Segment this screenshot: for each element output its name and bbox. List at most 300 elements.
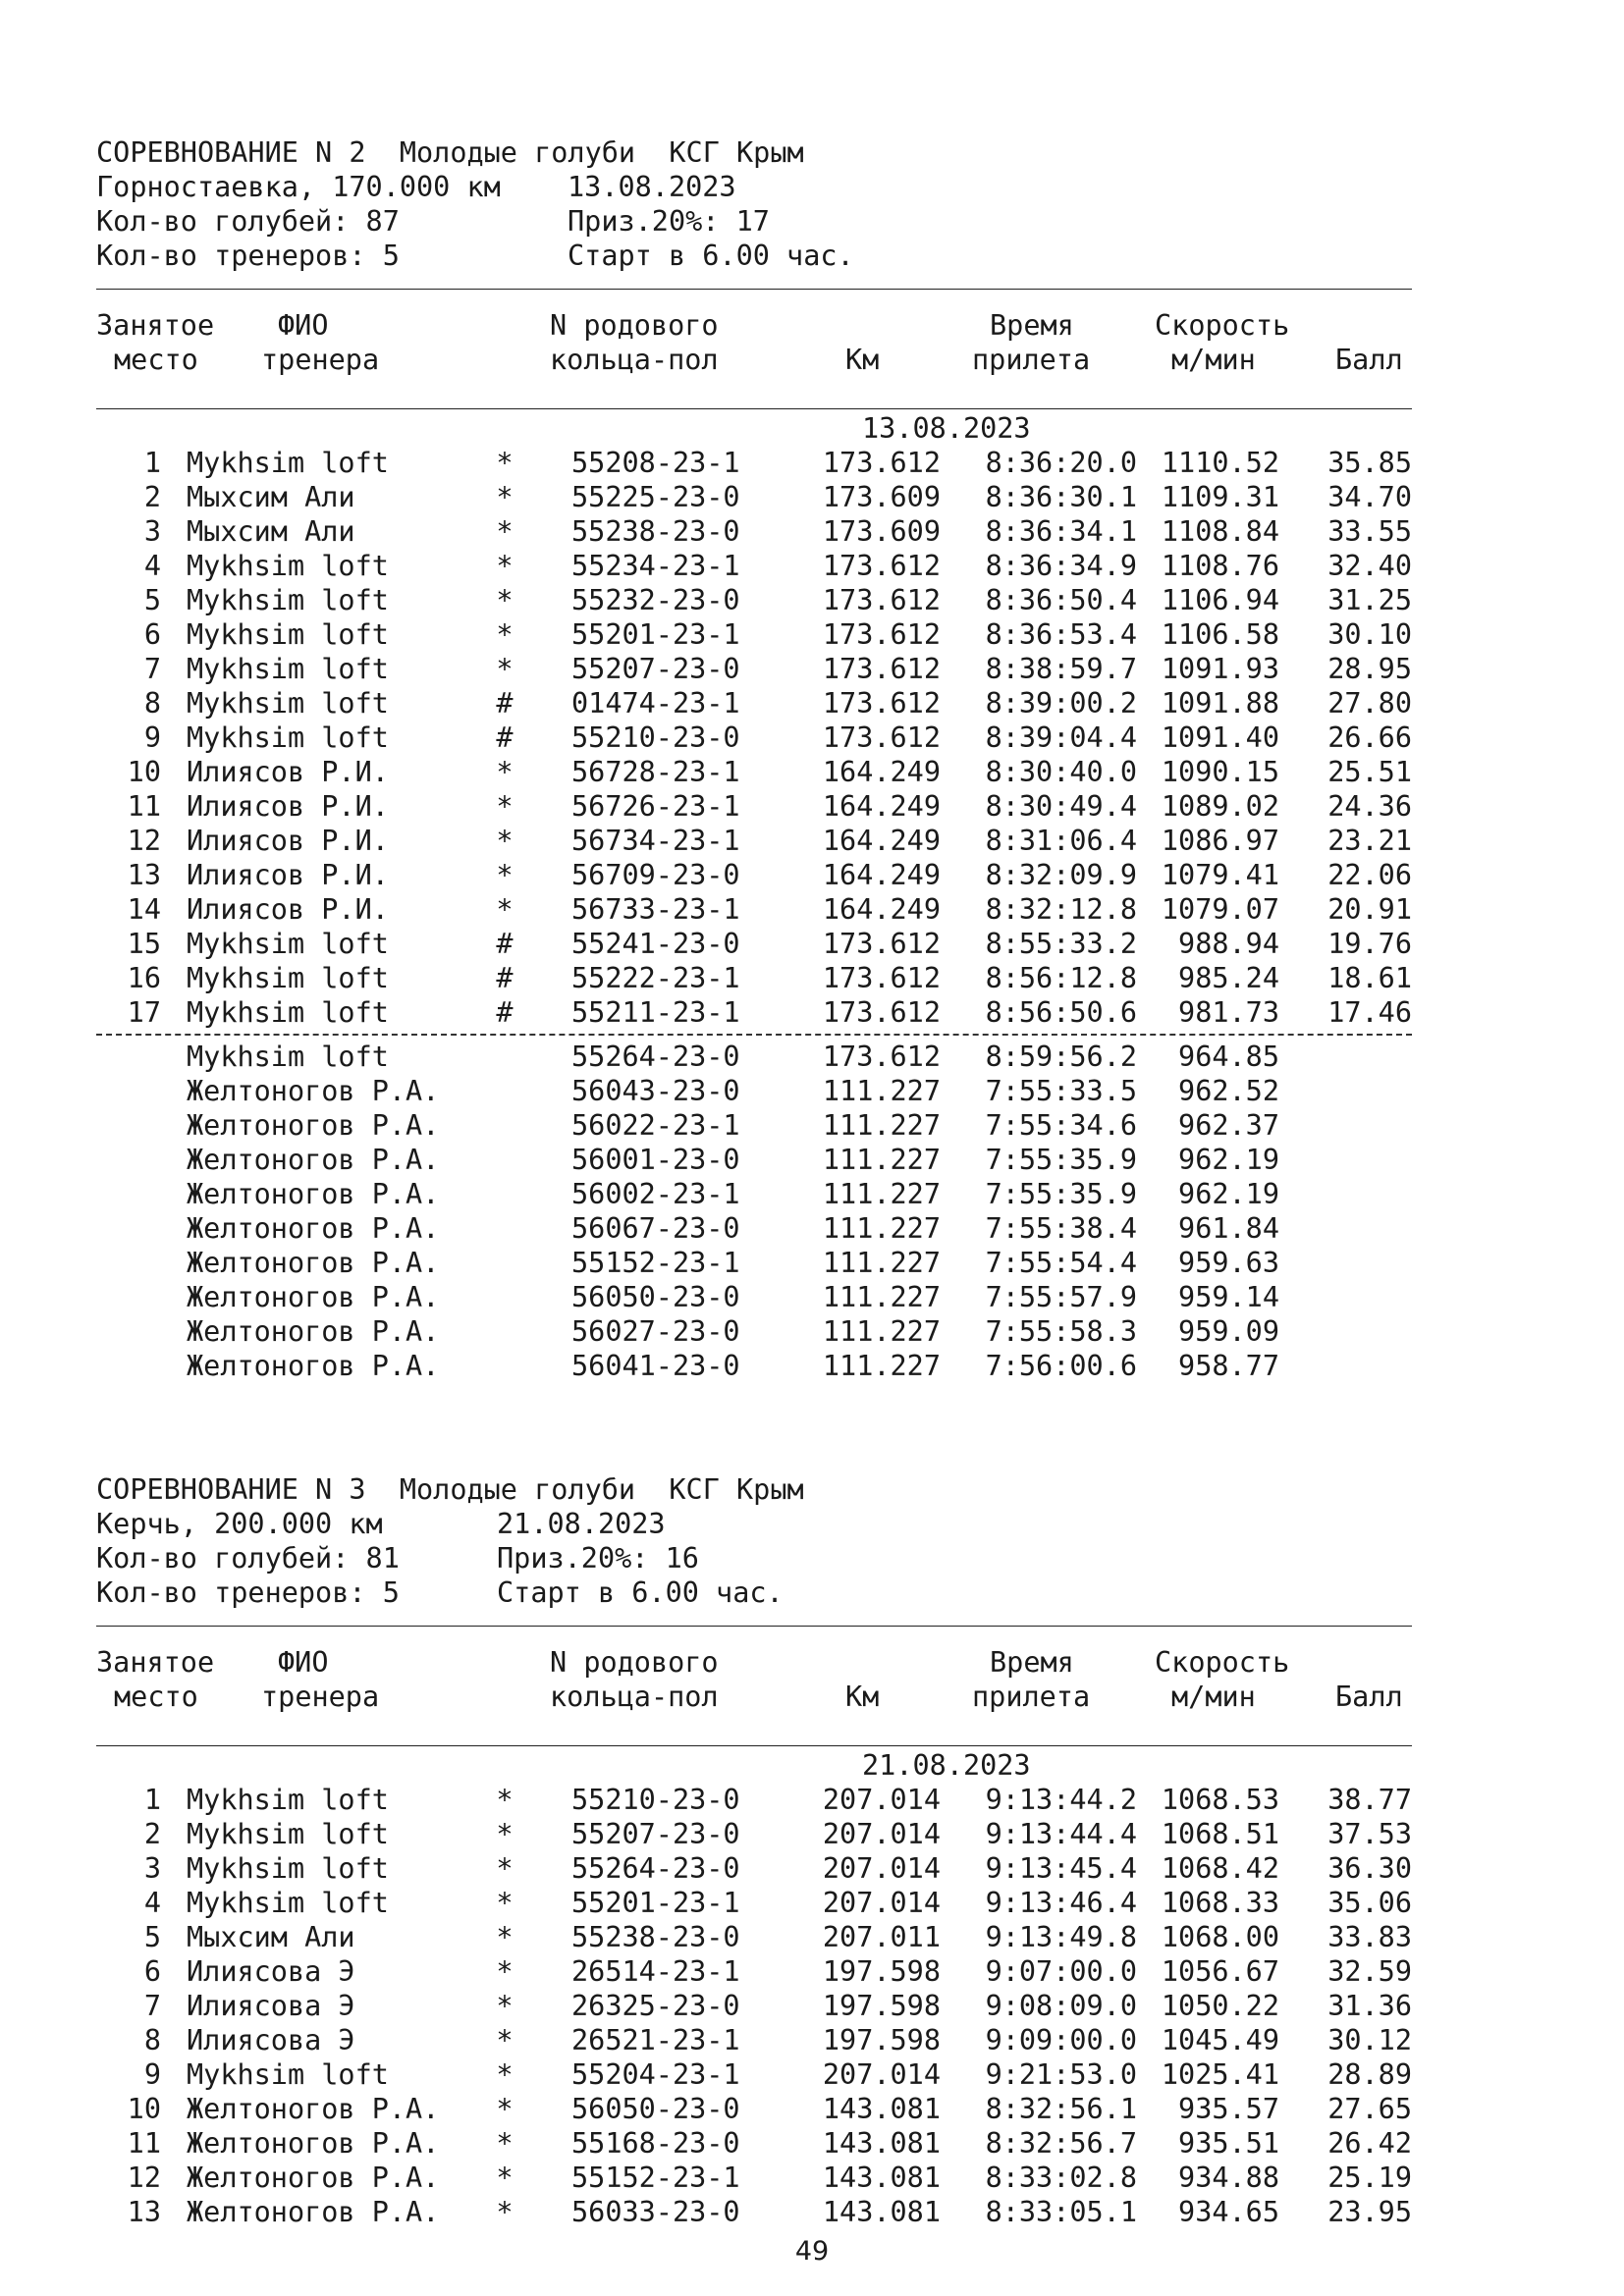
- mark-cell: *: [496, 447, 514, 479]
- competition-location: Горностаевка, 170.000 км: [96, 171, 501, 203]
- trainer-cell: Илиясов Р.И.: [187, 790, 389, 823]
- trainer-cell: Желтоногов Р.А.: [187, 1315, 440, 1348]
- trainer-cell: Mykhsim loft: [187, 1818, 389, 1850]
- speed-cell: 1108.84: [1161, 515, 1279, 548]
- ring-cell: 56001-23-0: [571, 1144, 740, 1176]
- col-km: Км: [845, 1681, 880, 1713]
- trainer-cell: Mykhsim loft: [187, 447, 389, 479]
- speed-cell: 934.88: [1178, 2162, 1279, 2194]
- ring-cell: 26521-23-1: [571, 2024, 740, 2056]
- speed-cell: 958.77: [1178, 1350, 1279, 1382]
- time-cell: 8:33:02.8: [985, 2162, 1137, 2194]
- col-name: ФИО: [278, 1646, 329, 1679]
- trainer-cell: Mykhsim loft: [187, 584, 389, 616]
- trainer-cell: Желтоногов Р.А.: [187, 1350, 440, 1382]
- col-time: Время: [990, 309, 1074, 342]
- trainer-cell: Желтоногов Р.А.: [187, 1144, 440, 1176]
- ring-cell: 56734-23-1: [571, 825, 740, 857]
- speed-cell: 1079.07: [1161, 893, 1279, 926]
- points-cell: 33.83: [1327, 1921, 1412, 1953]
- km-cell: 111.227: [822, 1247, 941, 1279]
- ring-cell: 55210-23-0: [571, 1784, 740, 1816]
- time-cell: 9:13:46.4: [985, 1887, 1137, 1919]
- mark-cell: *: [496, 1887, 514, 1919]
- points-cell: 19.76: [1327, 928, 1412, 960]
- trainer-cell: Желтоногов Р.А.: [187, 2127, 440, 2160]
- trainer-cell: Мыхсим Али: [187, 1921, 355, 1953]
- time-cell: 9:09:00.0: [985, 2024, 1137, 2056]
- km-cell: 207.014: [822, 2058, 941, 2091]
- mark-cell: #: [496, 962, 514, 994]
- place-cell: 6: [143, 618, 161, 651]
- km-cell: 173.612: [822, 928, 941, 960]
- ring-cell: 55238-23-0: [571, 515, 740, 548]
- km-cell: 197.598: [822, 1955, 941, 1988]
- mark-cell: #: [496, 996, 514, 1029]
- points-cell: 24.36: [1327, 790, 1412, 823]
- time-cell: 7:55:38.4: [985, 1212, 1137, 1245]
- points-cell: 37.53: [1327, 1818, 1412, 1850]
- time-cell: 8:30:40.0: [985, 756, 1137, 788]
- col-speed: м/мин: [1171, 344, 1256, 376]
- speed-cell: 1086.97: [1161, 825, 1279, 857]
- trainer-cell: Mykhsim loft: [187, 1041, 389, 1073]
- km-cell: 173.612: [822, 550, 941, 582]
- speed-cell: 988.94: [1178, 928, 1279, 960]
- time-cell: 8:36:34.1: [985, 515, 1137, 548]
- speed-cell: 1090.15: [1161, 756, 1279, 788]
- km-cell: 197.598: [822, 2024, 941, 2056]
- km-cell: 173.612: [822, 618, 941, 651]
- time-cell: 9:13:45.4: [985, 1852, 1137, 1885]
- points-cell: 22.06: [1327, 859, 1412, 891]
- col-speed: Скорость: [1155, 1646, 1290, 1679]
- mark-cell: *: [496, 756, 514, 788]
- competition-title: СОРЕВНОВАНИЕ N 2 Молодые голуби КСГ Крым: [96, 136, 804, 169]
- time-cell: 7:55:54.4: [985, 1247, 1137, 1279]
- points-cell: 26.66: [1327, 721, 1412, 754]
- time-cell: 8:36:53.4: [985, 618, 1137, 651]
- col-place: место: [114, 344, 198, 376]
- ring-cell: 56733-23-1: [571, 893, 740, 926]
- col-points: Балл: [1335, 344, 1403, 376]
- speed-cell: 1108.76: [1161, 550, 1279, 582]
- ring-cell: 56033-23-0: [571, 2196, 740, 2228]
- bird-count: Кол-во голубей: 81: [96, 1542, 400, 1575]
- points-cell: 30.12: [1327, 2024, 1412, 2056]
- place-cell: 9: [143, 721, 161, 754]
- time-cell: 8:32:56.7: [985, 2127, 1137, 2160]
- ring-cell: 55152-23-1: [571, 1247, 740, 1279]
- trainer-cell: Илиясова Э: [187, 2024, 355, 2056]
- place-cell: 15: [127, 928, 161, 960]
- col-name: ФИО: [278, 309, 329, 342]
- ring-cell: 55211-23-1: [571, 996, 740, 1029]
- points-cell: 17.46: [1327, 996, 1412, 1029]
- trainer-cell: Mykhsim loft: [187, 1784, 389, 1816]
- speed-cell: 964.85: [1178, 1041, 1279, 1073]
- col-time: прилета: [972, 1681, 1091, 1713]
- speed-cell: 959.63: [1178, 1247, 1279, 1279]
- points-cell: 38.77: [1327, 1784, 1412, 1816]
- points-cell: 27.80: [1327, 687, 1412, 720]
- speed-cell: 1106.58: [1161, 618, 1279, 651]
- speed-cell: 962.19: [1178, 1178, 1279, 1210]
- start-time: Старт в 6.00 час.: [568, 240, 854, 272]
- trainer-cell: Илиясов Р.И.: [187, 756, 389, 788]
- start-time: Старт в 6.00 час.: [497, 1576, 784, 1609]
- ring-cell: 55241-23-0: [571, 928, 740, 960]
- trainer-cell: Илиясов Р.И.: [187, 859, 389, 891]
- speed-cell: 961.84: [1178, 1212, 1279, 1245]
- time-cell: 9:08:09.0: [985, 1990, 1137, 2022]
- points-cell: 30.10: [1327, 618, 1412, 651]
- km-cell: 207.014: [822, 1784, 941, 1816]
- mark-cell: *: [496, 653, 514, 685]
- ring-cell: 55168-23-0: [571, 2127, 740, 2160]
- trainer-cell: Желтоногов Р.А.: [187, 2093, 440, 2125]
- place-cell: 4: [143, 1887, 161, 1919]
- time-cell: 8:32:09.9: [985, 859, 1137, 891]
- time-cell: 8:32:12.8: [985, 893, 1137, 926]
- place-cell: 8: [143, 687, 161, 720]
- place-cell: 11: [127, 790, 161, 823]
- ring-cell: 55264-23-0: [571, 1852, 740, 1885]
- km-cell: 207.014: [822, 1887, 941, 1919]
- trainer-cell: Мыхсим Али: [187, 515, 355, 548]
- place-cell: 1: [143, 1784, 161, 1816]
- km-cell: 207.011: [822, 1921, 941, 1953]
- place-cell: 12: [127, 2162, 161, 2194]
- trainer-count: Кол-во тренеров: 5: [96, 1576, 400, 1609]
- ring-cell: 55238-23-0: [571, 1921, 740, 1953]
- speed-cell: 1025.41: [1161, 2058, 1279, 2091]
- speed-cell: 1050.22: [1161, 1990, 1279, 2022]
- km-cell: 111.227: [822, 1212, 941, 1245]
- mark-cell: *: [496, 790, 514, 823]
- points-cell: 23.95: [1327, 2196, 1412, 2228]
- time-cell: 8:39:00.2: [985, 687, 1137, 720]
- trainer-cell: Mykhsim loft: [187, 962, 389, 994]
- table-header-rule: [96, 408, 1412, 409]
- ring-cell: 55208-23-1: [571, 447, 740, 479]
- km-cell: 143.081: [822, 2127, 941, 2160]
- col-place: Занятое: [96, 1646, 215, 1679]
- place-cell: 2: [143, 481, 161, 513]
- km-cell: 207.014: [822, 1852, 941, 1885]
- mark-cell: *: [496, 2127, 514, 2160]
- competition-location: Керчь, 200.000 км: [96, 1508, 383, 1540]
- km-cell: 111.227: [822, 1281, 941, 1313]
- speed-cell: 962.37: [1178, 1109, 1279, 1142]
- time-cell: 8:36:34.9: [985, 550, 1137, 582]
- points-cell: 28.89: [1327, 2058, 1412, 2091]
- speed-cell: 1110.52: [1161, 447, 1279, 479]
- time-cell: 7:55:34.6: [985, 1109, 1137, 1142]
- ring-cell: 26514-23-1: [571, 1955, 740, 1988]
- speed-cell: 962.19: [1178, 1144, 1279, 1176]
- speed-cell: 1068.42: [1161, 1852, 1279, 1885]
- km-cell: 197.598: [822, 1990, 941, 2022]
- time-cell: 8:31:06.4: [985, 825, 1137, 857]
- km-cell: 111.227: [822, 1178, 941, 1210]
- mark-cell: *: [496, 481, 514, 513]
- km-cell: 173.609: [822, 481, 941, 513]
- speed-cell: 1045.49: [1161, 2024, 1279, 2056]
- ring-cell: 55264-23-0: [571, 1041, 740, 1073]
- mark-cell: *: [496, 2024, 514, 2056]
- time-cell: 8:59:56.2: [985, 1041, 1137, 1073]
- speed-cell: 935.57: [1178, 2093, 1279, 2125]
- col-place: место: [114, 1681, 198, 1713]
- km-cell: 173.609: [822, 515, 941, 548]
- points-cell: 31.36: [1327, 1990, 1412, 2022]
- col-ring: N родового: [550, 1646, 719, 1679]
- time-cell: 8:55:33.2: [985, 928, 1137, 960]
- km-cell: 207.014: [822, 1818, 941, 1850]
- place-cell: 14: [127, 893, 161, 926]
- km-cell: 164.249: [822, 859, 941, 891]
- speed-cell: 981.73: [1178, 996, 1279, 1029]
- speed-cell: 1068.53: [1161, 1784, 1279, 1816]
- mark-cell: *: [496, 2058, 514, 2091]
- time-cell: 8:30:49.4: [985, 790, 1137, 823]
- table-top-rule: [96, 1626, 1412, 1627]
- ring-cell: 01474-23-1: [571, 687, 740, 720]
- ring-cell: 56050-23-0: [571, 1281, 740, 1313]
- trainer-cell: Мыхсим Али: [187, 481, 355, 513]
- table-header-rule: [96, 1745, 1412, 1746]
- time-cell: 8:56:12.8: [985, 962, 1137, 994]
- km-cell: 111.227: [822, 1315, 941, 1348]
- mark-cell: *: [496, 1784, 514, 1816]
- trainer-cell: Mykhsim loft: [187, 2058, 389, 2091]
- trainer-cell: Mykhsim loft: [187, 996, 389, 1029]
- place-cell: 9: [143, 2058, 161, 2091]
- mark-cell: *: [496, 2196, 514, 2228]
- speed-cell: 934.65: [1178, 2196, 1279, 2228]
- place-cell: 3: [143, 1852, 161, 1885]
- speed-cell: 959.09: [1178, 1315, 1279, 1348]
- trainer-cell: Желтоногов Р.А.: [187, 1178, 440, 1210]
- place-cell: 1: [143, 447, 161, 479]
- competition-date: 13.08.2023: [568, 171, 736, 203]
- trainer-cell: Желтоногов Р.А.: [187, 1247, 440, 1279]
- ring-cell: 55225-23-0: [571, 481, 740, 513]
- place-cell: 12: [127, 825, 161, 857]
- points-cell: 20.91: [1327, 893, 1412, 926]
- competition-title: СОРЕВНОВАНИЕ N 3 Молодые голуби КСГ Крым: [96, 1473, 804, 1506]
- km-cell: 143.081: [822, 2162, 941, 2194]
- km-cell: 164.249: [822, 825, 941, 857]
- col-speed: Скорость: [1155, 309, 1290, 342]
- trainer-count: Кол-во тренеров: 5: [96, 240, 400, 272]
- speed-cell: 962.52: [1178, 1075, 1279, 1107]
- speed-cell: 1068.00: [1161, 1921, 1279, 1953]
- place-cell: 8: [143, 2024, 161, 2056]
- trainer-cell: Илиясова Э: [187, 1955, 355, 1988]
- ring-cell: 56022-23-1: [571, 1109, 740, 1142]
- points-cell: 34.70: [1327, 481, 1412, 513]
- place-cell: 5: [143, 1921, 161, 1953]
- time-cell: 8:36:50.4: [985, 584, 1137, 616]
- speed-cell: 1079.41: [1161, 859, 1279, 891]
- place-cell: 16: [127, 962, 161, 994]
- mark-cell: *: [496, 1818, 514, 1850]
- trainer-cell: Mykhsim loft: [187, 1887, 389, 1919]
- time-cell: 7:56:00.6: [985, 1350, 1137, 1382]
- speed-cell: 1091.88: [1161, 687, 1279, 720]
- ring-cell: 55201-23-1: [571, 618, 740, 651]
- km-cell: 164.249: [822, 790, 941, 823]
- col-name: тренера: [261, 344, 380, 376]
- ring-cell: 55234-23-1: [571, 550, 740, 582]
- mark-cell: *: [496, 584, 514, 616]
- trainer-cell: Mykhsim loft: [187, 687, 389, 720]
- speed-cell: 1109.31: [1161, 481, 1279, 513]
- points-cell: 26.42: [1327, 2127, 1412, 2160]
- mark-cell: *: [496, 1852, 514, 1885]
- ring-cell: 56041-23-0: [571, 1350, 740, 1382]
- trainer-cell: Желтоногов Р.А.: [187, 1212, 440, 1245]
- time-cell: 9:13:49.8: [985, 1921, 1137, 1953]
- col-km: Км: [845, 344, 880, 376]
- mark-cell: *: [496, 515, 514, 548]
- speed-cell: 1056.67: [1161, 1955, 1279, 1988]
- time-cell: 9:07:00.0: [985, 1955, 1137, 1988]
- ring-cell: 55222-23-1: [571, 962, 740, 994]
- points-cell: 32.59: [1327, 1955, 1412, 1988]
- ring-cell: 55207-23-0: [571, 653, 740, 685]
- competition-date: 21.08.2023: [497, 1508, 666, 1540]
- place-cell: 17: [127, 996, 161, 1029]
- time-cell: 8:33:05.1: [985, 2196, 1137, 2228]
- km-cell: 111.227: [822, 1350, 941, 1382]
- km-cell: 111.227: [822, 1109, 941, 1142]
- ring-cell: 56002-23-1: [571, 1178, 740, 1210]
- ring-cell: 56050-23-0: [571, 2093, 740, 2125]
- trainer-cell: Желтоногов Р.А.: [187, 2162, 440, 2194]
- mark-cell: *: [496, 1921, 514, 1953]
- trainer-cell: Желтоногов Р.А.: [187, 2196, 440, 2228]
- mark-cell: *: [496, 2162, 514, 2194]
- ring-cell: 56726-23-1: [571, 790, 740, 823]
- points-cell: 32.40: [1327, 550, 1412, 582]
- col-place: Занятое: [96, 309, 215, 342]
- time-cell: 7:55:58.3: [985, 1315, 1137, 1348]
- mark-cell: *: [496, 825, 514, 857]
- points-cell: 18.61: [1327, 962, 1412, 994]
- mark-cell: *: [496, 859, 514, 891]
- trainer-cell: Mykhsim loft: [187, 928, 389, 960]
- trainer-cell: Илиясова Э: [187, 1990, 355, 2022]
- mark-cell: *: [496, 618, 514, 651]
- place-cell: 6: [143, 1955, 161, 1988]
- speed-cell: 985.24: [1178, 962, 1279, 994]
- speed-cell: 1068.33: [1161, 1887, 1279, 1919]
- time-cell: 8:38:59.7: [985, 653, 1137, 685]
- trainer-cell: Желтоногов Р.А.: [187, 1109, 440, 1142]
- time-cell: 8:36:30.1: [985, 481, 1137, 513]
- col-name: тренера: [261, 1681, 380, 1713]
- ring-cell: 55232-23-0: [571, 584, 740, 616]
- prize-count: Приз.20%: 16: [497, 1542, 699, 1575]
- points-cell: 35.06: [1327, 1887, 1412, 1919]
- place-cell: 10: [127, 2093, 161, 2125]
- time-cell: 9:21:53.0: [985, 2058, 1137, 2091]
- place-cell: 7: [143, 1990, 161, 2022]
- trainer-cell: Mykhsim loft: [187, 550, 389, 582]
- trainer-cell: Илиясов Р.И.: [187, 893, 389, 926]
- col-time: прилета: [972, 344, 1091, 376]
- trainer-cell: Илиясов Р.И.: [187, 825, 389, 857]
- points-cell: 25.51: [1327, 756, 1412, 788]
- speed-cell: 1106.94: [1161, 584, 1279, 616]
- ring-cell: 26325-23-0: [571, 1990, 740, 2022]
- km-cell: 143.081: [822, 2196, 941, 2228]
- place-cell: 13: [127, 2196, 161, 2228]
- time-cell: 7:55:35.9: [985, 1144, 1137, 1176]
- place-cell: 5: [143, 584, 161, 616]
- day-label: 21.08.2023: [862, 1749, 1031, 1782]
- km-cell: 143.081: [822, 2093, 941, 2125]
- place-cell: 3: [143, 515, 161, 548]
- km-cell: 173.612: [822, 687, 941, 720]
- time-cell: 8:56:50.6: [985, 996, 1137, 1029]
- time-cell: 7:55:33.5: [985, 1075, 1137, 1107]
- time-cell: 8:39:04.4: [985, 721, 1137, 754]
- km-cell: 173.612: [822, 721, 941, 754]
- km-cell: 111.227: [822, 1144, 941, 1176]
- place-cell: 10: [127, 756, 161, 788]
- place-cell: 7: [143, 653, 161, 685]
- ring-cell: 55201-23-1: [571, 1887, 740, 1919]
- ring-cell: 55207-23-0: [571, 1818, 740, 1850]
- trainer-cell: Mykhsim loft: [187, 1852, 389, 1885]
- time-cell: 8:32:56.1: [985, 2093, 1137, 2125]
- prize-count: Приз.20%: 17: [568, 205, 770, 238]
- ring-cell: 56067-23-0: [571, 1212, 740, 1245]
- km-cell: 173.612: [822, 584, 941, 616]
- ring-cell: 55204-23-1: [571, 2058, 740, 2091]
- speed-cell: 1068.51: [1161, 1818, 1279, 1850]
- km-cell: 111.227: [822, 1075, 941, 1107]
- km-cell: 173.612: [822, 1041, 941, 1073]
- km-cell: 164.249: [822, 756, 941, 788]
- mark-cell: #: [496, 928, 514, 960]
- col-ring: N родового: [550, 309, 719, 342]
- page-number: 49: [794, 2236, 830, 2267]
- km-cell: 173.612: [822, 996, 941, 1029]
- prize-cutoff-rule: [96, 1034, 1412, 1036]
- km-cell: 164.249: [822, 893, 941, 926]
- place-cell: 11: [127, 2127, 161, 2160]
- mark-cell: *: [496, 1955, 514, 1988]
- time-cell: 7:55:57.9: [985, 1281, 1137, 1313]
- speed-cell: 1091.40: [1161, 721, 1279, 754]
- time-cell: 7:55:35.9: [985, 1178, 1137, 1210]
- points-cell: 28.95: [1327, 653, 1412, 685]
- col-ring: кольца-пол: [550, 344, 719, 376]
- ring-cell: 55210-23-0: [571, 721, 740, 754]
- col-time: Время: [990, 1646, 1074, 1679]
- trainer-cell: Желтоногов Р.А.: [187, 1075, 440, 1107]
- ring-cell: 56728-23-1: [571, 756, 740, 788]
- col-ring: кольца-пол: [550, 1681, 719, 1713]
- ring-cell: 56027-23-0: [571, 1315, 740, 1348]
- time-cell: 9:13:44.4: [985, 1818, 1137, 1850]
- time-cell: 9:13:44.2: [985, 1784, 1137, 1816]
